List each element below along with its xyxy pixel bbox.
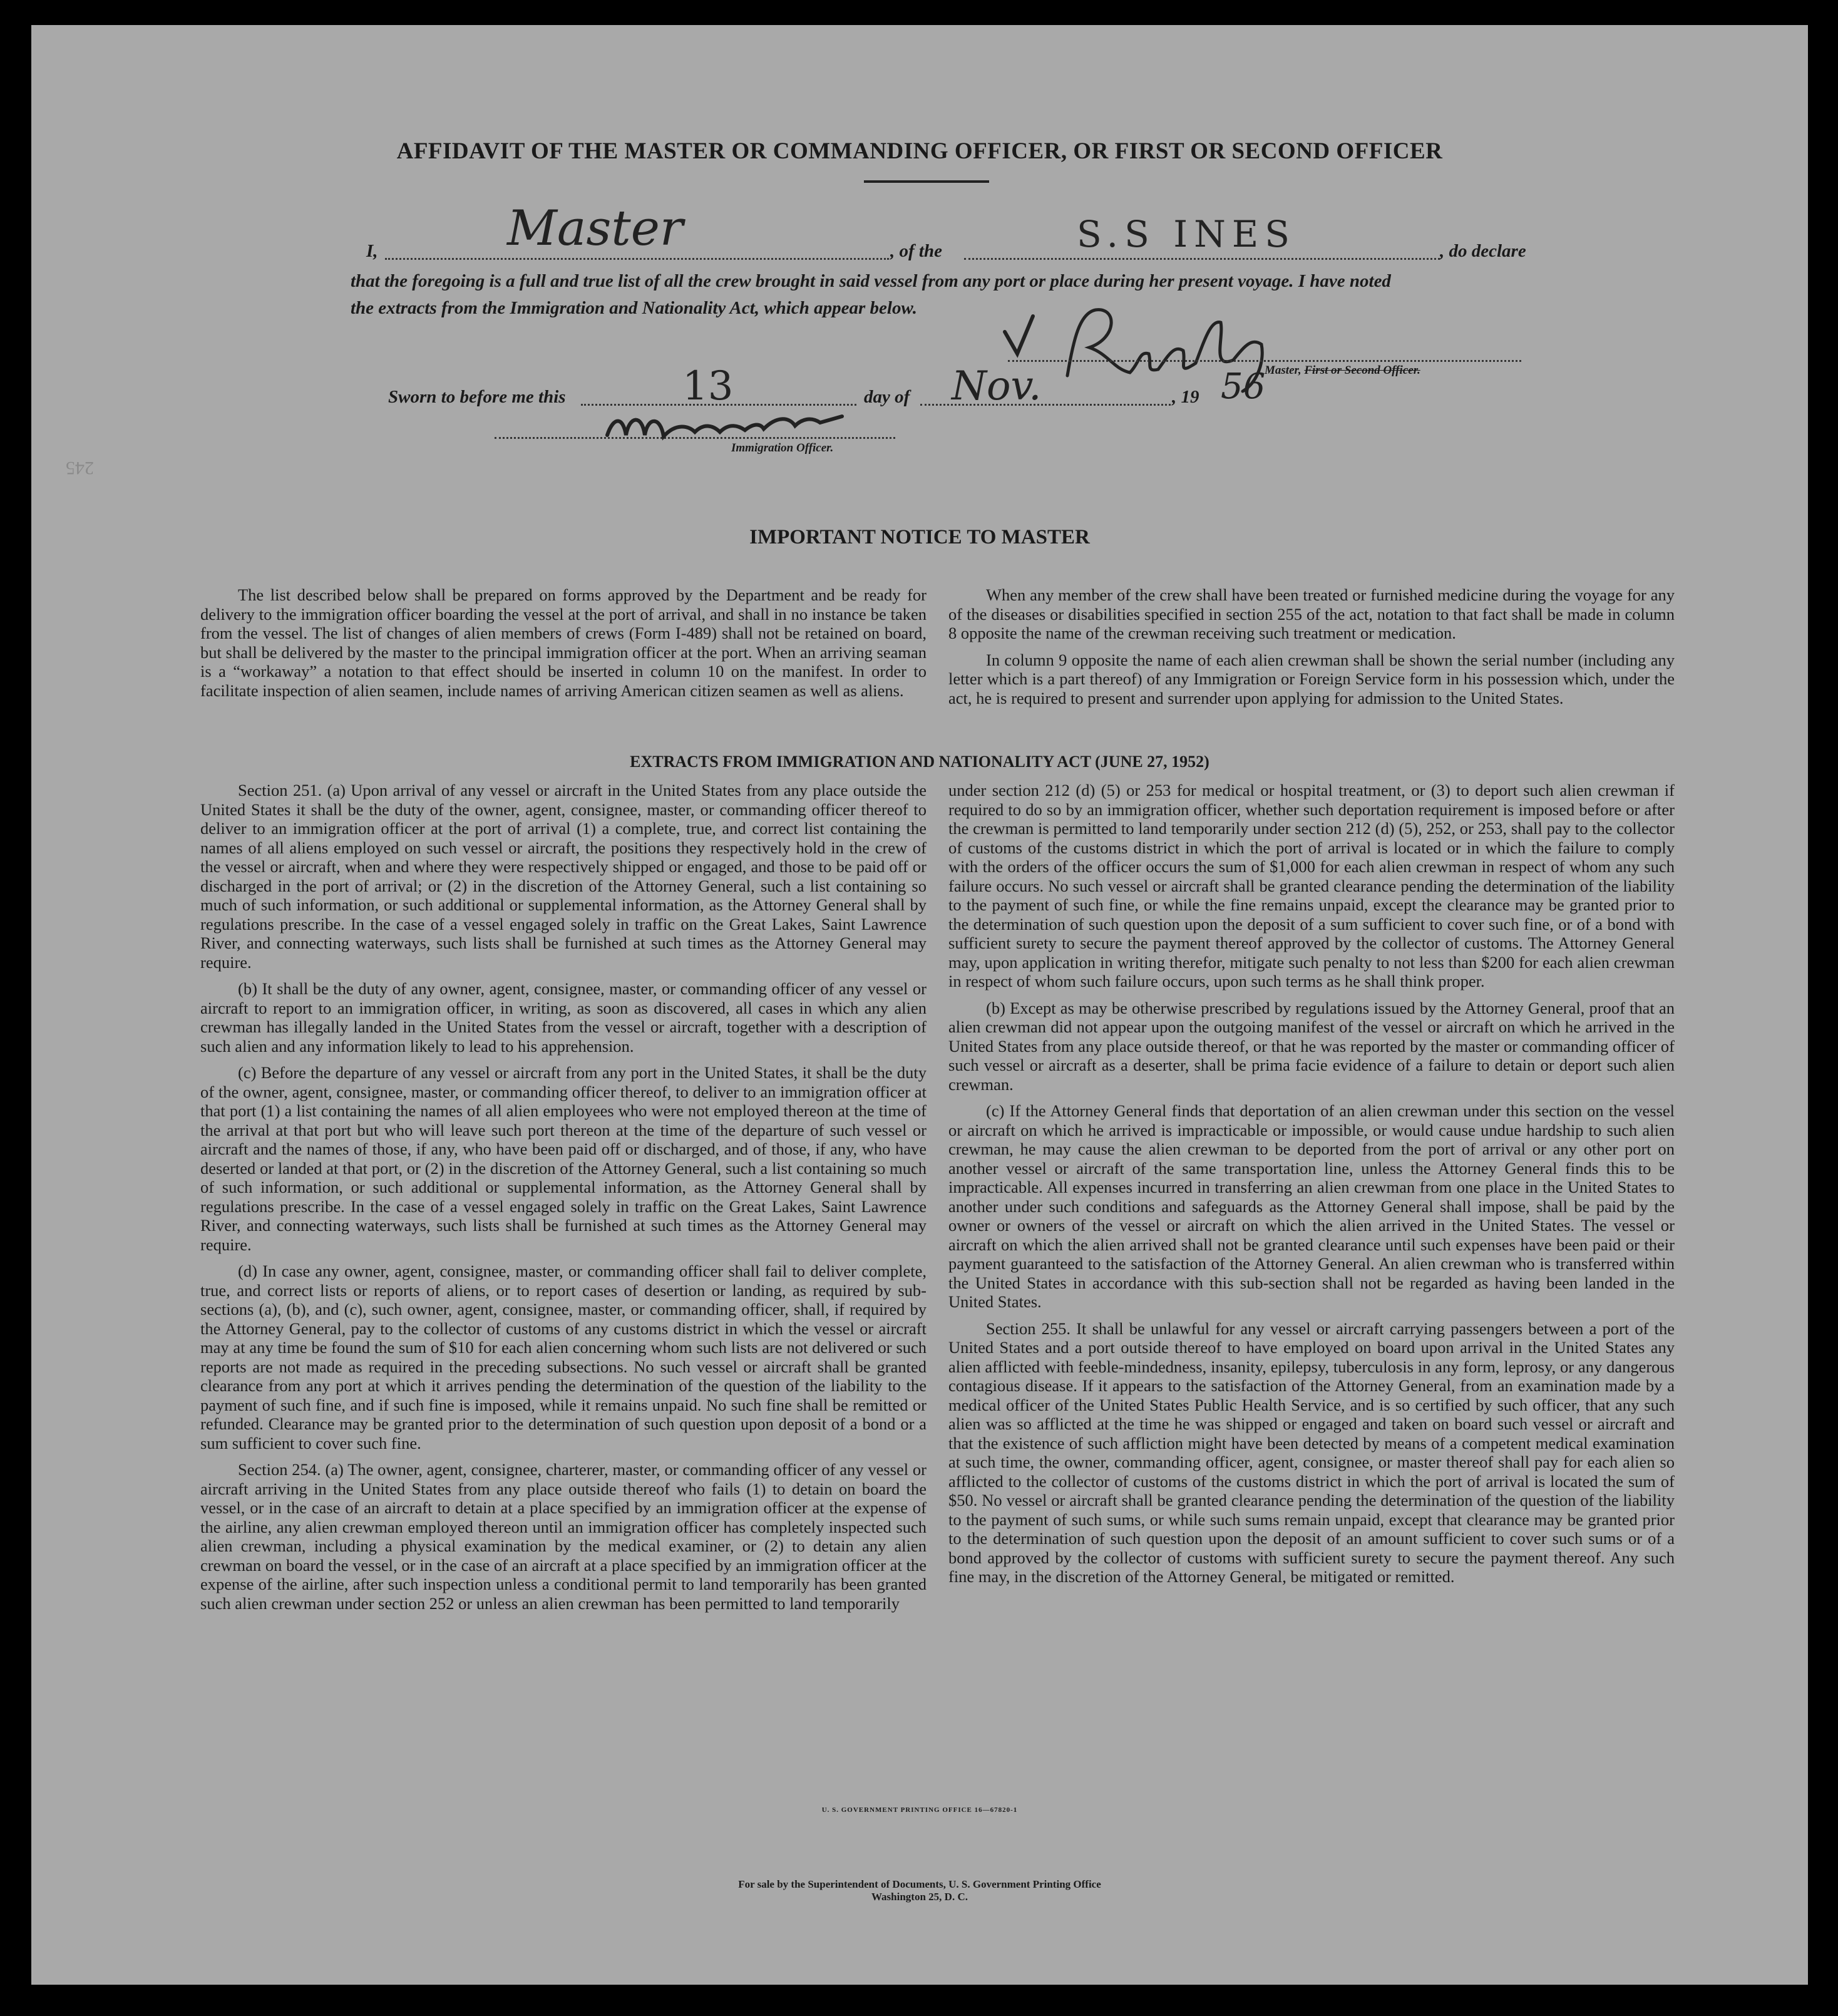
title-underline [864,180,989,183]
officer-caption [1265,364,1420,378]
notice-right-paragraph-2: In column 9 opposite the name of each alien crewman shall be shown the serial number (including any letter which is a part thereof) of any Immigration or Foreign Service form in his possession which, under the act, he is required to present and surrender upon applying for admission to the United States. [948,650,1675,707]
section-254-a-continued: under section 212 (d) (5) or 253 for medical or hospital treatment, or (3) to deport such alien crewman if required to do so by an immigration officer, whether such deportation requirement is imposed before or after the crewman is permitted to land temporarily under section 212 (d) (5), 252, or 253, shall pay to the collector of customs of the customs district in which the port of arrival is located or in which the failure to comply with the orders of the officer occurs the sum of $1,000 for each alien crewman in respect of whom any such failure occurs. No such vessel or aircraft shall be granted clearance pending the determination of the liability to the payment of such fine, or while the fine remains unpaid, except the clearance may be granted prior to the determination of such question upon the deposit of a sum sufficient to cover such fine, or of a bond with sufficient surety to secure the payment thereof approved by the collector of customs. The Attorney General may, upon application in writing therefor, mitigate such penalty to not less than $200 for each alien crewman in respect of whom such failure occurs, upon such terms as he shall think proper. [948,781,1675,990]
section-254-b: (b) Except as may be otherwise prescribed by regulations issued by the Attorney General, proof that an alien crewman did not appear upon the outgoing manifest of the vessel or aircraft on which he arrived in the United States from any place outside thereof, or that he was reported by the master or commanding officer of such vessel or aircraft as a deserter, shall be prima facie evidence of a failure to detain or deport such alien crewman. [948,998,1675,1094]
day-of-label: day of [864,387,910,407]
document-page [31,25,1808,1985]
extracts-right-column [948,781,1675,1594]
footer [31,1878,1808,1903]
extracts-title: EXTRACTS FROM IMMIGRATION AND NATIONALITY ACT (JUNE 27, 1952) [630,753,1209,771]
section-254-c: (c) If the Attorney General finds that deportation of an alien crewman under this section on the vessel or aircraft on which he arrived is impracticable or impossible, or would cause undue hardship to such alien crewman, he may cause the alien crewman to be deported from the port of arrival or any other port on another vessel or aircraft of the same transportation line, unless the Attorney General finds this to be impracticable. All expenses incurred in transferring an alien crewman from one place in the United States to another under such conditions and safeguards as the Attorney General shall impose, shall be paid by the owner or owners of the vessel or aircraft on which the alien arrived in the United States. The vessel or aircraft on which the alien arrived shall not be granted clearance until such expenses have been paid or their payment guaranteed to the satisfaction of the Attorney General. An alien crewman who is transferred within the United States in accordance with this sub-section shall not be regarded as having been landed in the United States. [948,1101,1675,1311]
signature-fill-line [1008,360,1521,362]
master-fill-line [385,258,889,260]
immigration-officer-caption: Immigration Officer. [731,441,834,455]
officer-caption-struck: First or Second Officer. [1304,364,1420,377]
margin-stamp: 245 [66,458,94,478]
vessel-fill-line [964,258,1440,260]
of-the-label: , of the [890,241,942,261]
master-signature [995,301,1346,394]
section-251-b: (b) It shall be the duty of any owner, agent, consignee, master, or commanding officer of any vessel or aircraft to report to an immigration officer, in writing, as soon as discovered, all cases in which any alien crewman has illegally landed in the United States from the vessel or aircraft, together with a description of such alien and any information likely to lead to his apprehension. [200,979,927,1056]
section-251-a: Section 251. (a) Upon arrival of any vessel or aircraft in the United States from any place outside the United States it shall be the duty of the owner, agent, consignee, master, or commanding officer thereof to deliver to an immigration officer at the port of arrival (1) a complete, true, and correct list containing the names of all aliens employed on such vessel or aircraft, the positions they respectively hold in the crew of the vessel or aircraft, when and where they were respectively shipped or engaged, and those to be paid off or discharged in the port of arrival; or (2) in the discretion of the Attorney General, such a list containing so much of such information, or such additional or supplemental information, as the Attorney General shall by regulations prescribe. In the case of a vessel engaged solely in traffic on the Great Lakes, Saint Lawrence River, and connecting waterways, such lists shall be furnished at such times as the Attorney General may require. [200,781,927,972]
do-declare-label: , do declare [1440,241,1526,261]
extracts-left-column [200,781,927,1620]
sworn-day-handwriting: 13 [682,363,734,409]
vessel-handwriting: S.S INES [1077,213,1296,255]
sworn-year-handwriting: 56 [1221,366,1266,407]
notice-right-paragraph-1: When any member of the crew shall have been treated or furnished medicine during the voyage for any of the diseases or disabilities specified in section 255 of the act, notation to that fact shall be made in column 8 opposite the name of the crewman receiving such treatment or medication. [948,585,1675,642]
sworn-label: Sworn to before me this [388,387,566,407]
statement-line-2: the extracts from the Immigration and Nationality Act, which appear below. [351,298,917,318]
section-255: Section 255. It shall be unlawful for any vessel or aircraft carrying passengers between a port of the United States and a port outside thereof to have employed on board upon arrival in the United States any alien afflicted with feeble-mindedness, insanity, epilepsy, tuberculosis in any form, leprosy, or any dangerous contagious disease. If it appears to the satisfaction of the Attorney General, from an examination made by a medical officer of the United States Public Health Service, and is so certified by such officer, that any such alien was so afflicted at the time he was shipped or engaged and taken on board such vessel or aircraft and that the existence of such affliction might have been detected by means of a competent medical examination at such time, the owner, commanding officer, agent, consignee, or master thereof shall pay for each alien so afflicted to the collector of customs of the customs district in which the port of arrival is located the sum of $50. No vessel or aircraft shall be granted clearance pending the determination of the question of the liability to the payment of such sums, or while such sums remain unpaid, except that clearance may be granted prior to the determination of such question upon the deposit of an amount sufficient to cover such sums or of a bond approved by the collector of customs with sufficient surety to secure the payment thereof. Any such fine may, in the discretion of the Attorney General, be mitigated or remitted. [948,1319,1675,1586]
section-251-d: (d) In case any owner, agent, consignee, master, or commanding officer shall fail to deliver complete, true, and correct lists or reports of aliens, or to report cases of desertion or landing, as required by sub-sections (a), (b), and (c), such owner, agent, consignee, master, or commanding officer, shall, if required by the Attorney General, pay to the collector of customs of any customs district in which the vessel or aircraft may at any time be found the sum of $10 for each alien concerning whom such lists are not delivered or such reports are not made as required in the preceding subsections. No such vessel or aircraft shall be granted clearance from any port at which it arrives pending the determination of the question of the liability to the payment of such fine, and if such fine is imposed, while it remains unpaid. No such fine shall be remitted or refunded. Clearance may be granted prior to the determination of such question upon deposit of a bond or a sum sufficient to cover such fine. [200,1262,927,1453]
statement-line-1: that the foregoing is a full and true list of all the crew brought in said vessel from any port or place during her present voyage. I have noted [351,271,1391,291]
officer-caption-master: Master, [1265,364,1301,377]
year-prefix: , 19 [1172,387,1199,407]
section-251-c: (c) Before the departure of any vessel or aircraft from any port in the United States, it shall be the duty of the owner, agent, consignee, master, or commanding officer thereof, to deliver to an immigration officer at that port (1) a list containing the names of all alien employees who were not employed thereon at the time of the arrival at that port but who will leave such port thereon at the time of the departure of such vessel or aircraft and the names of those, if any, who have been paid off or discharged, and of those, if any, who have deserted or landed at that port, or (2) in the discretion of the Attorney General, such a list containing so much of such information, or such additional or supplemental information, as the Attorney General shall by regulations prescribe. In the case of a vessel engaged solely in traffic on the Great Lakes, Saint Lawrence River, and connecting waterways, such lists shall be furnished at such times as the Attorney General may require. [200,1063,927,1254]
sworn-month-handwriting: Nov. [952,363,1042,409]
master-handwriting: Master [507,200,684,257]
affidavit-title: AFFIDAVIT OF THE MASTER OR COMMANDING OFFICER, OR FIRST OR SECOND OFFICER [396,138,1443,164]
footer-line-1: For sale by the Superintendent of Documents, U. S. Government Printing Office [738,1878,1101,1890]
section-254-a: Section 254. (a) The owner, agent, consignee, charterer, master, or commanding officer of any vessel or aircraft arriving in the United States from any place outside thereof who fails (1) to detain on board the vessel, or in the case of an aircraft to detain at a place specified by an immigration officer at the expense of the airline, any alien crewman employed thereon until an immigration officer has completely inspected such alien crewman, including a physical examination by the medical examiner, or (2) to detain any alien crewman on board the vessel, or in the case of an aircraft at a place specified by an immigration officer at the expense of the airline, after such inspection unless a conditional permit to land temporarily has been granted such alien crewman under section 252 or unless an alien crewman has been permitted to land temporarily [200,1460,927,1613]
notice-right-column [948,585,1675,715]
footer-line-2: Washington 25, D. C. [871,1891,968,1903]
notice-left-paragraph: The list described below shall be prepared on forms approved by the Department and be ready for delivery to the immigration officer boarding the vessel at the port of arrival, and shall in no instance be taken from the vessel. The list of changes of alien members of crews (Form I-489) shall not be retained on board, but shall be delivered by the master to the principal immigration officer at the port. When an arriving seaman is a “workaway” a notation to that effect should be inserted in column 10 on the manifest. In order to facilitate inspection of alien seamen, include names of arriving American citizen seamen as well as aliens. [200,585,927,700]
i-label: I, [366,241,378,261]
notice-title: IMPORTANT NOTICE TO MASTER [749,526,1090,548]
notice-left-column [200,585,927,707]
gpo-line: U. S. GOVERNMENT PRINTING OFFICE 16—67820-1 [821,1806,1018,1814]
